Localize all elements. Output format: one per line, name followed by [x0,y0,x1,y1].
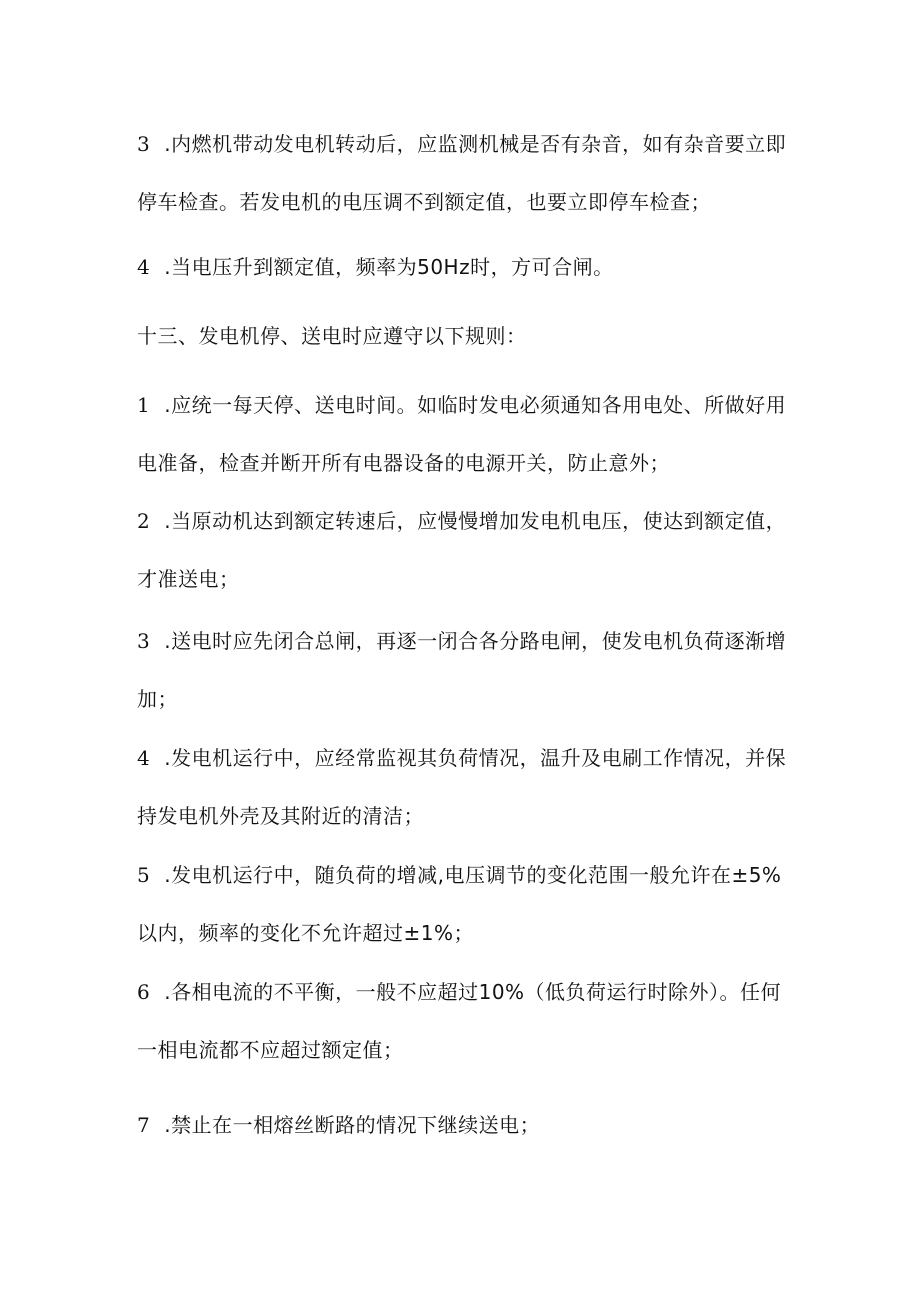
paragraph-2-rated-speed [137,492,787,608]
item-number: 1 [137,393,151,417]
paragraph-3-engine-noise [137,115,787,231]
paragraph-text: .送电时应先闭合总闸，再逐一闭合各分路电闸，使发电机负荷逐渐增加； [137,629,787,711]
paragraph-4-close-switch [137,238,787,296]
paragraph-5-voltage-range [137,846,787,962]
item-number: 7 [137,1113,151,1137]
paragraph-text: .各相电流的不平衡，一般不应超过10%（低负荷运行时除外）。任何一相电流都不应超过额定值； [137,980,782,1062]
paragraph-3-main-switch [137,612,787,728]
item-number: 4 [137,255,151,279]
paragraph-text: .当电压升到额定值，频率为50Hz时，方可合闸。 [164,255,614,279]
item-number: 4 [137,746,151,770]
paragraph-4-monitor-load [137,729,787,845]
paragraph-text: .当原动机达到额定转速后，应慢慢增加发电机电压，使达到额定值，才准送电； [137,509,787,591]
paragraph-text: .发电机运行中，应经常监视其负荷情况，温升及电刷工作情况，并保持发电机外壳及其附近的清洁； [137,746,787,828]
paragraph-7-fuse [137,1096,787,1154]
heading-text: 十三、发电机停、送电时应遵守以下规则： [137,324,527,348]
item-number: 3 [137,132,151,156]
paragraph-text: .发电机运行中，随负荷的增减,电压调节的变化范围一般允许在±5%以内，频率的变化不允许超过±1%； [137,863,782,945]
paragraph-text: .内燃机带动发电机转动后，应监测机械是否有杂音，如有杂音要立即停车检查。若发电机的电压调不到额定值，也要立即停车检查； [137,132,787,214]
item-number: 3 [137,629,151,653]
section-heading-13 [137,307,787,365]
paragraph-text: .应统一每天停、送电时间。如临时发电必须通知各用电处、所做好用电准备，检查并断开所有电器设备的电源开关，防止意外； [137,393,787,475]
paragraph-1-schedule [137,376,787,492]
item-number: 2 [137,509,151,533]
item-number: 5 [137,863,151,887]
paragraph-6-current-balance [137,963,787,1079]
paragraph-text: .禁止在一相熔丝断路的情况下继续送电； [164,1113,541,1137]
item-number: 6 [137,980,151,1004]
